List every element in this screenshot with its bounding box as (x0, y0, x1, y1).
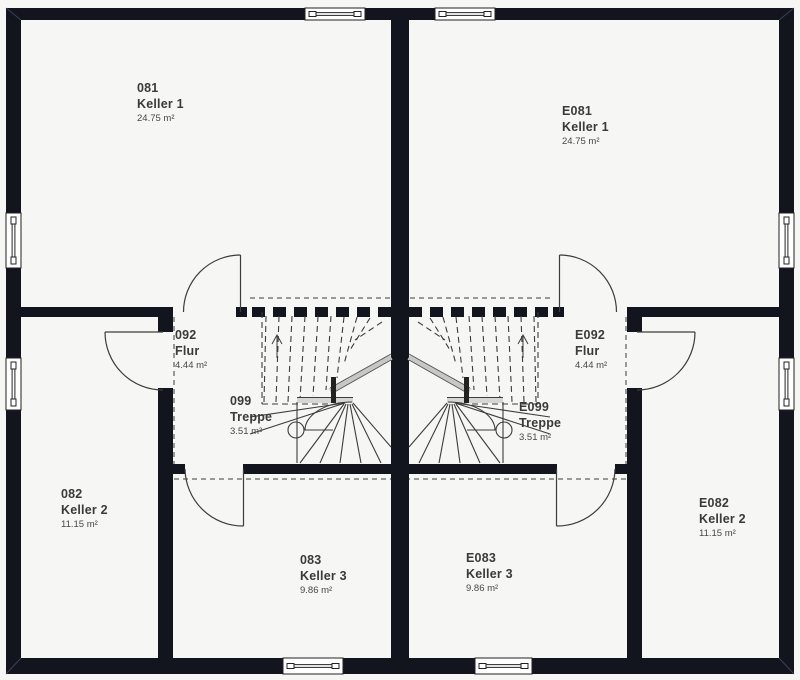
door-keller2-flur (105, 332, 163, 390)
room-number: 083 (300, 553, 322, 567)
room-area: 3.51 m² (230, 426, 263, 437)
room-area: 3.51 m² (519, 432, 552, 443)
room-label-092 (175, 327, 207, 372)
room-number: 082 (61, 487, 83, 501)
room-number: 099 (230, 394, 252, 408)
room-area: 4.44 m² (575, 360, 608, 371)
room-label-082 (61, 486, 108, 531)
window-side-upper (6, 213, 21, 268)
room-number: E099 (519, 400, 549, 414)
room-area: 9.86 m² (466, 583, 499, 594)
room-label-083 (300, 552, 347, 597)
room-number: E082 (699, 496, 729, 510)
stair-upper-flight-dashed (262, 312, 382, 404)
door-treppe-keller3 (185, 469, 244, 526)
room-area: 11.15 m² (61, 519, 98, 530)
staircase (250, 312, 391, 463)
window-side-lower (6, 358, 21, 410)
room-number: 081 (137, 81, 159, 95)
room-number: E083 (466, 551, 496, 565)
room-label-E092 (575, 327, 607, 372)
room-area: 24.75 m² (137, 113, 175, 124)
room-name: Keller 2 (61, 503, 108, 517)
window-bottom-left (283, 658, 343, 674)
room-name: Keller 3 (466, 567, 513, 581)
room-label-E083 (466, 550, 513, 595)
room-number: E081 (562, 104, 592, 118)
stair-newel-post (331, 377, 336, 403)
room-area: 11.15 m² (699, 528, 736, 539)
room-area: 4.44 m² (175, 360, 208, 371)
window-top (305, 8, 365, 20)
door-flur-keller1 (184, 255, 241, 312)
stair-section-symbol (288, 422, 333, 438)
room-label-E082 (699, 495, 746, 540)
room-number: 092 (175, 328, 197, 342)
room-label-E099 (519, 399, 561, 444)
room-name: Treppe (230, 410, 273, 424)
room-area: 24.75 m² (562, 136, 600, 147)
room-name: Keller 2 (699, 512, 746, 526)
room-name: Flur (175, 344, 200, 358)
room-name: Flur (575, 344, 600, 358)
room-area: 9.86 m² (300, 585, 333, 596)
party-wall (391, 8, 409, 674)
stair-direction-arrow (272, 335, 282, 358)
room-label-099 (230, 393, 272, 438)
room-name: Keller 3 (300, 569, 347, 583)
room-label-E081 (562, 103, 609, 148)
room-label-081 (137, 80, 184, 125)
bottom-exterior-wall (6, 658, 794, 674)
room-name: Treppe (519, 416, 562, 430)
window-bottom-right (475, 658, 532, 674)
room-number: E092 (575, 328, 605, 342)
room-name: Keller 1 (137, 97, 184, 111)
room-name: Keller 1 (562, 120, 609, 134)
